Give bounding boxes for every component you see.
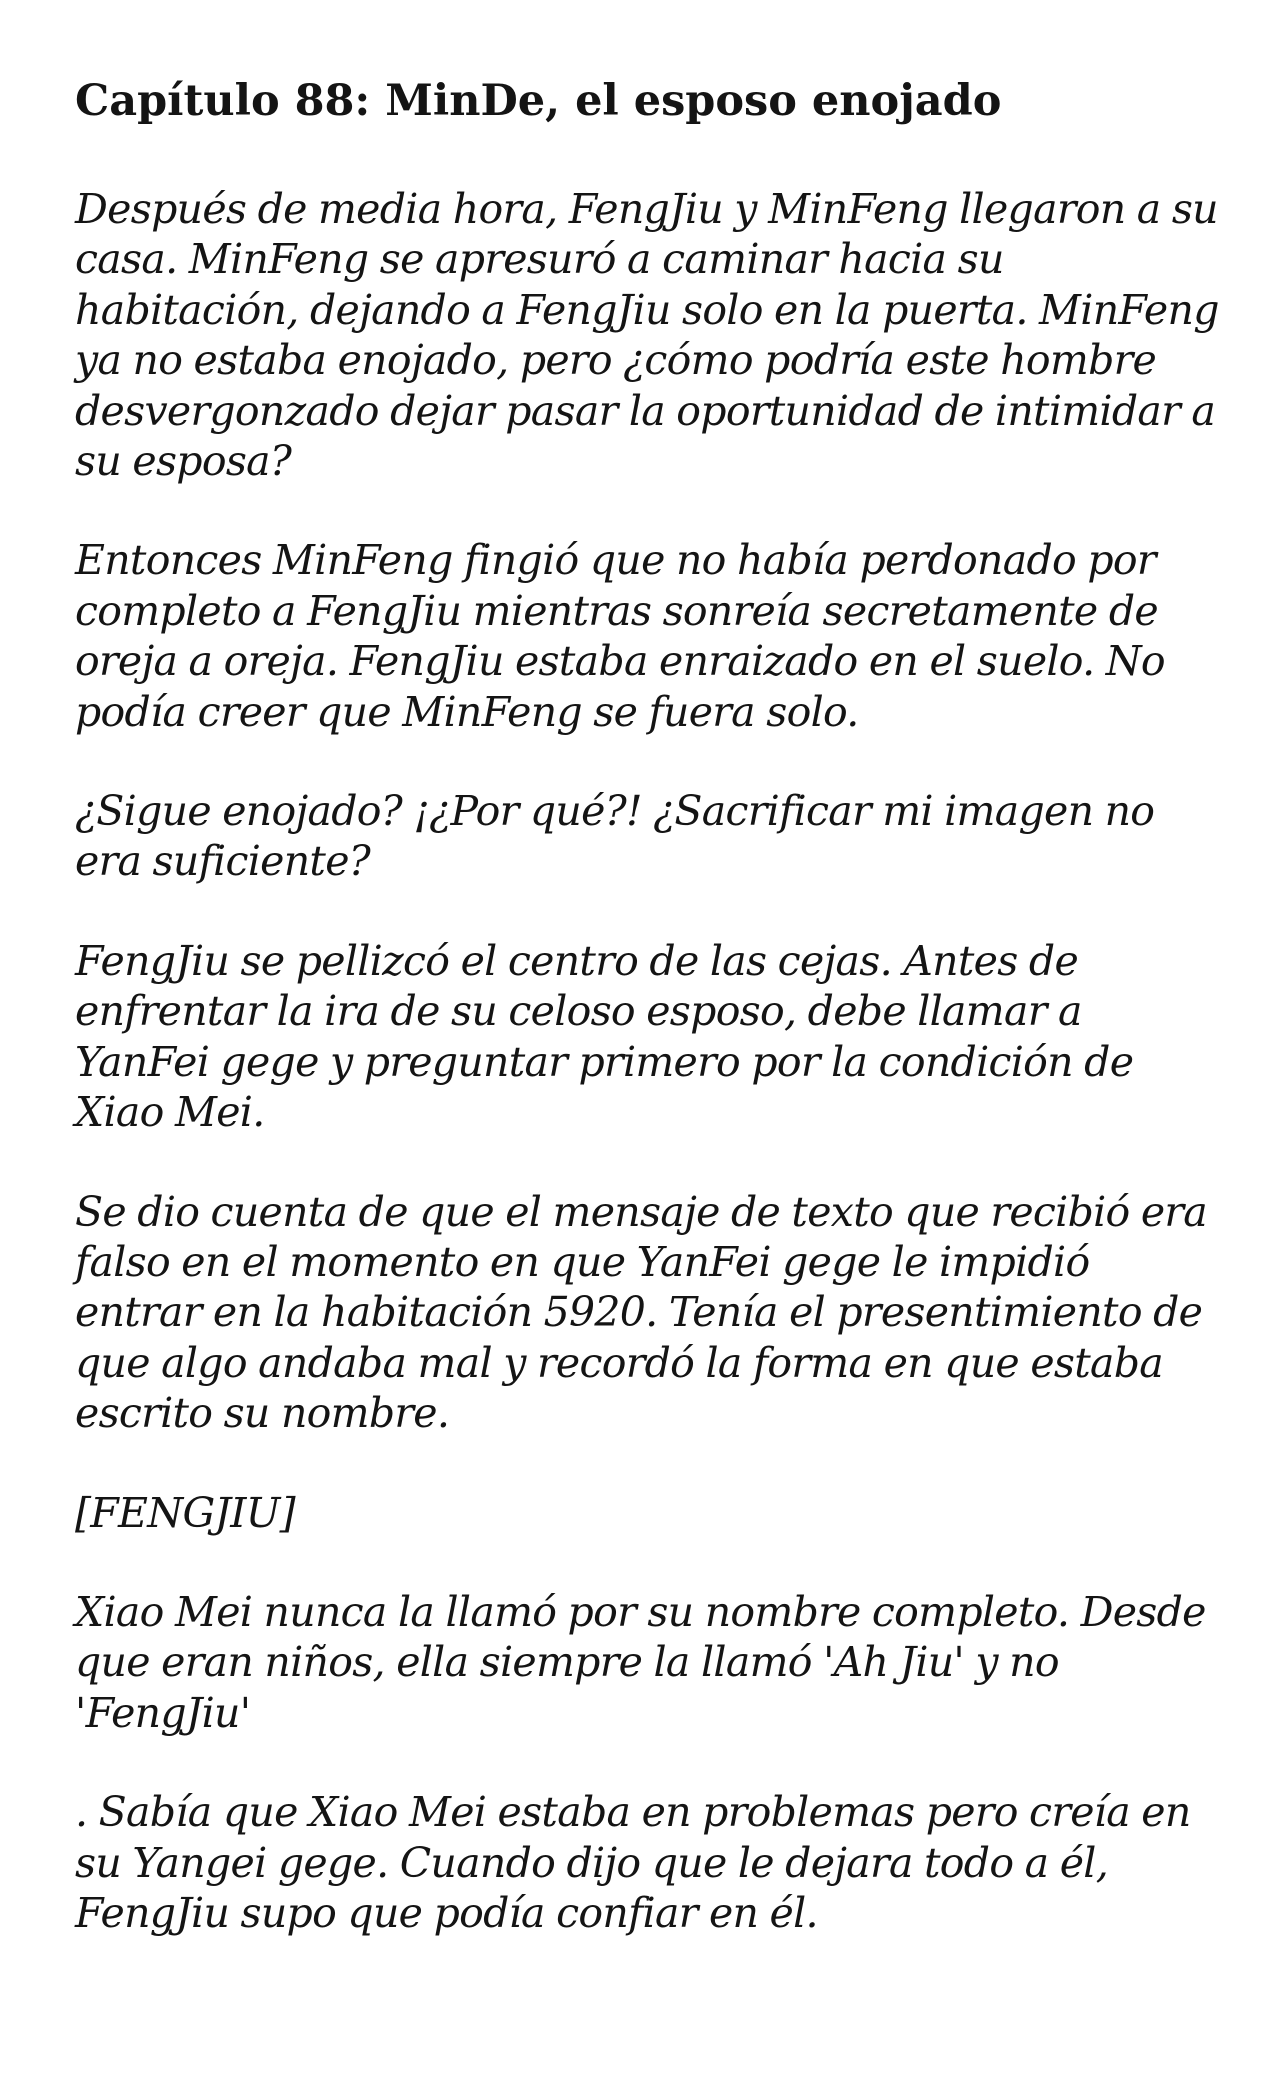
paragraph-fake-message: Se dio cuenta de que el mensaje de texto que recibió era falso en el momento en que YanFei gege le impidió entrar en la habitación 5920. Tenía el presentimiento de que algo andaba mal y recordó la forma en que estaba escrito su nombre. — [75, 1187, 1208, 1438]
document-page — [75, 72, 1225, 1938]
paragraph-eyebrows: FengJiu se pellizcó el centro de las cejas. Antes de enfrentar la ira de su celoso esposo, debe llamar a YanFei gege y preguntar primero por la condición de Xiao Mei. — [75, 936, 1134, 1137]
paragraph-arrival: Después de media hora, FengJiu y MinFeng llegaron a su casa. MinFeng se apresuró a caminar hacia su habitación, dejando a FengJiu solo en la puerta. MinFeng ya no estaba enojado, pero ¿cómo podría este hombre desvergonzado dejar pasar la oportunidad de intimidar a su esposa? — [75, 185, 1219, 486]
paragraph-trust: . Sabía que Xiao Mei estaba en problemas pero creía en su Yangei gege. Cuando dijo que le dejara todo a él, FengJiu supo que podía confiar en él. — [75, 1788, 1191, 1937]
paragraph-pretend: Entonces MinFeng fingió que no había perdonado por completo a FengJiu mientras sonreía secretamente de oreja a oreja. FengJiu estaba enraizado en el suelo. No podía creer que MinFeng se fuera solo. — [75, 536, 1165, 736]
chapter-title: Capítulo 88: MinDe, el esposo enojado — [75, 76, 1002, 126]
paragraph-name-tag: [FENGJIU] — [75, 1488, 295, 1537]
paragraph-inner-thought: ¿Sigue enojado? ¡¿Por qué?! ¿Sacrificar mi imagen no era suficiente? — [75, 787, 1155, 886]
paragraph-full-name: Xiao Mei nunca la llamó por su nombre completo. Desde que eran niños, ella siempre la llamó 'Ah Jiu' y no 'FengJiu' — [75, 1587, 1206, 1737]
